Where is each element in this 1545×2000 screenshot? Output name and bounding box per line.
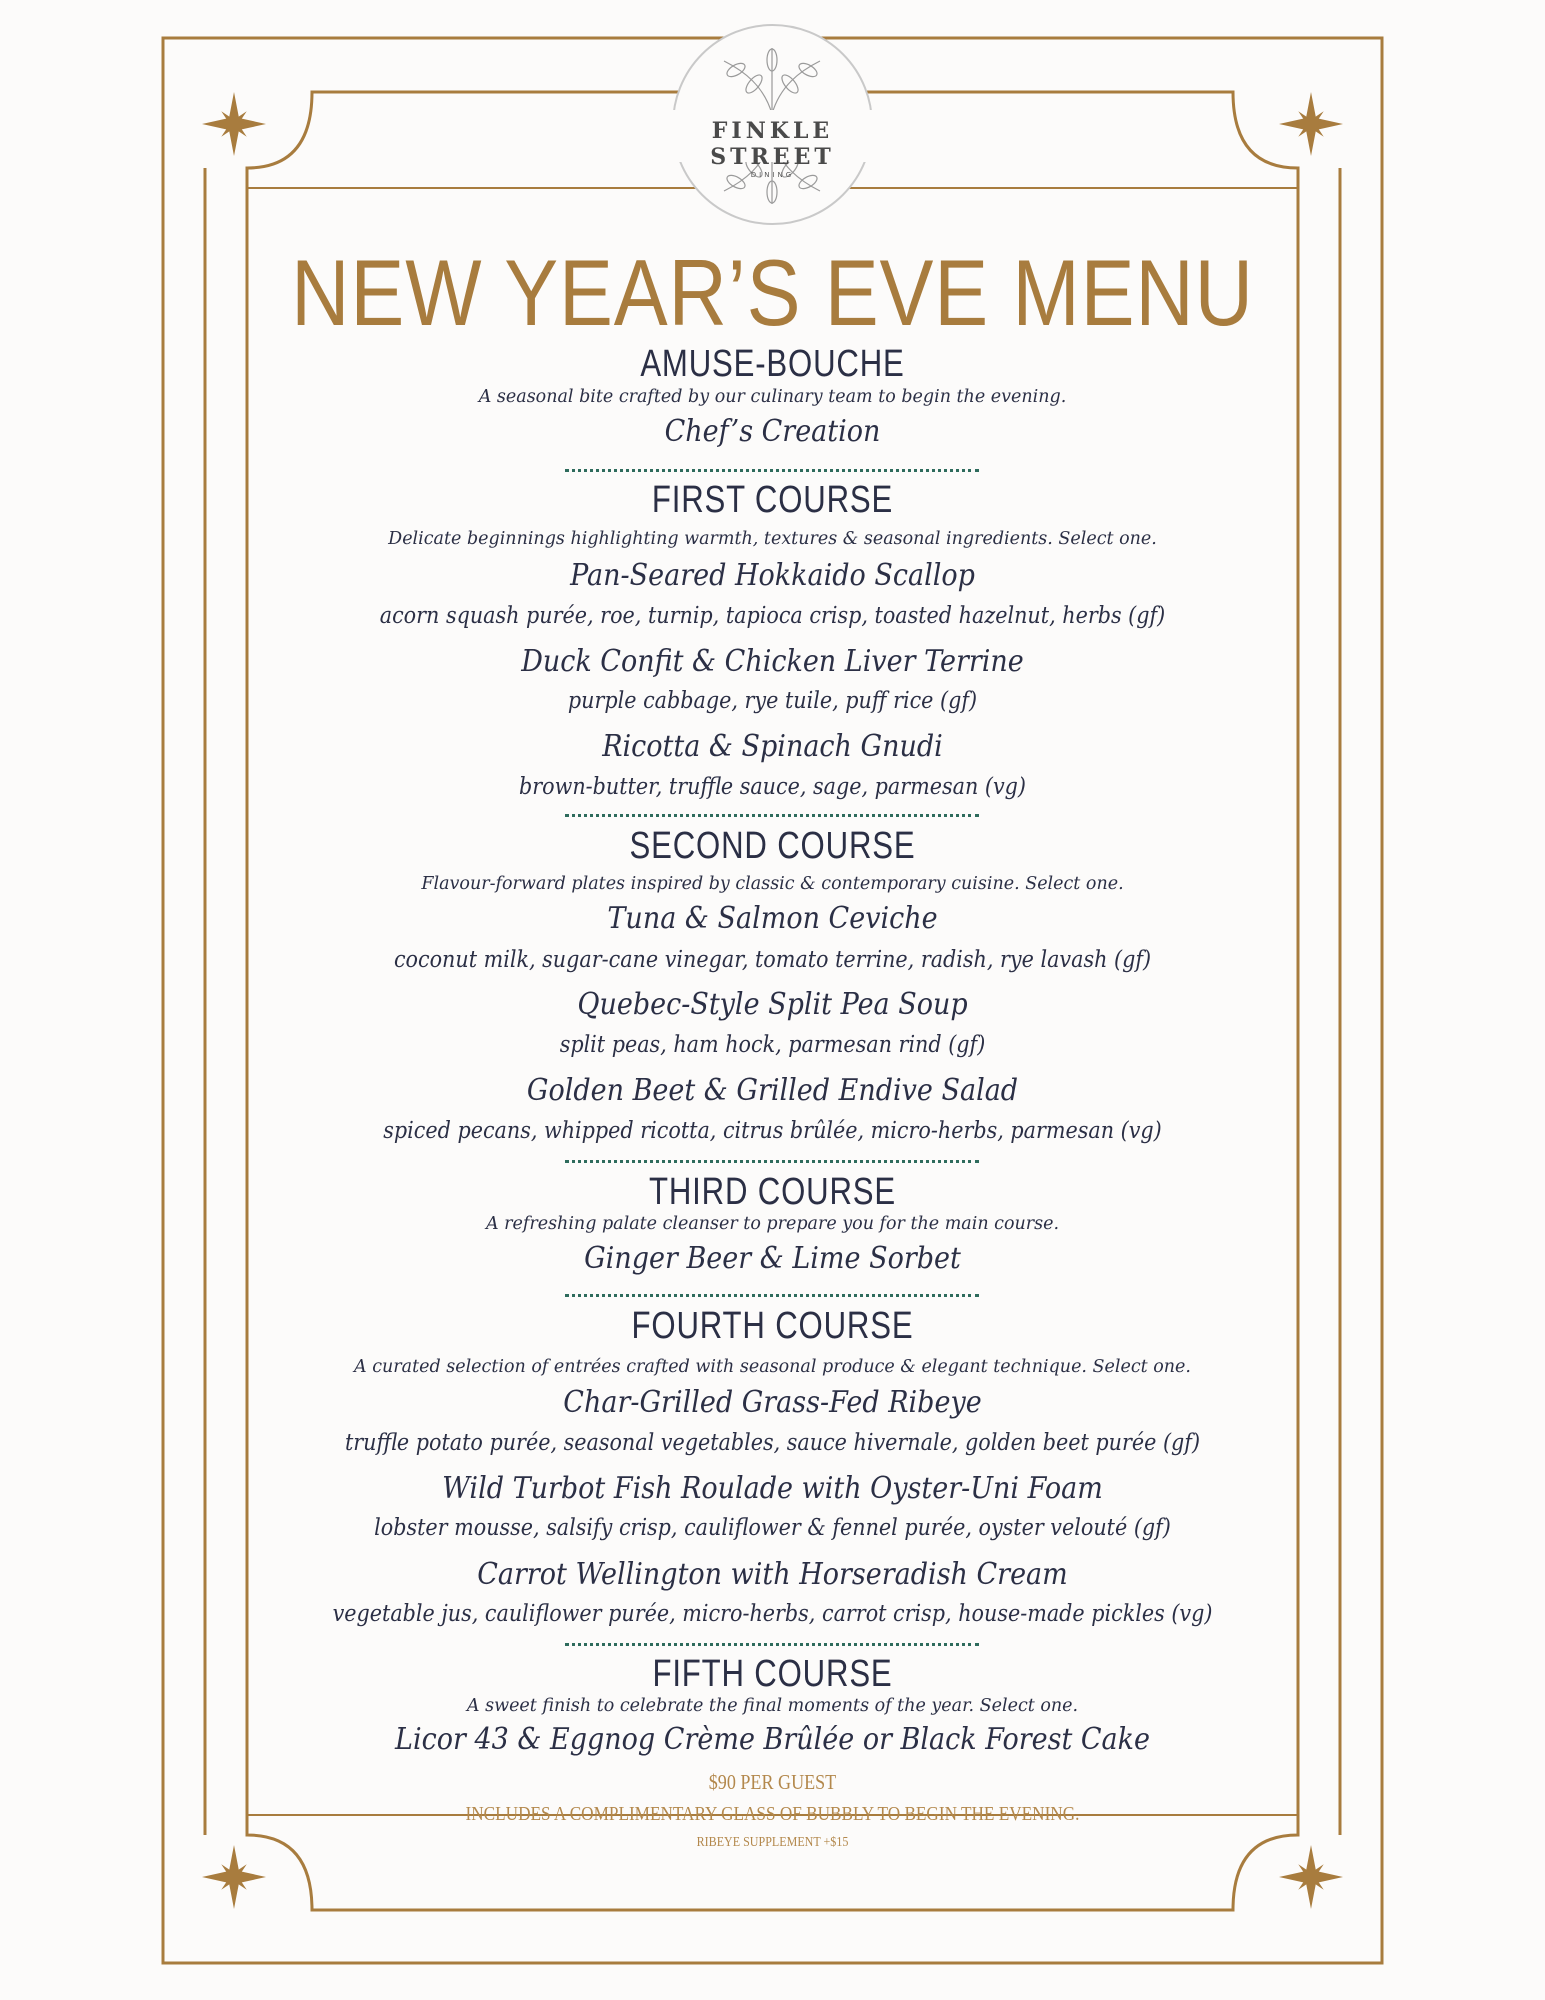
star-icon: [1279, 92, 1343, 156]
course-heading-fifth: FIFTH COURSE: [652, 1653, 893, 1695]
dish-name: Duck Confit & Chicken Liver Terrine: [521, 644, 1024, 679]
dish-name: Tuna & Salmon Ceviche: [607, 901, 938, 936]
course-separator: [565, 1160, 979, 1163]
dish-name: Chef’s Creation: [664, 414, 881, 449]
course-heading-second: SECOND COURSE: [629, 825, 916, 867]
dish-name: Ginger Beer & Lime Sorbet: [584, 1241, 961, 1276]
dish-ingredients: spiced pecans, whipped ricotta, citrus brûlée, micro-herbs, parmesan (vg): [383, 1118, 1162, 1144]
complimentary-note: INCLUDES A COMPLIMENTARY GLASS OF BUBBLY TO BEGIN THE EVENING.: [465, 1803, 1080, 1825]
course-separator: [565, 1643, 979, 1646]
course-desc-second: Flavour-forward plates inspired by classic & contemporary cuisine. Select one.: [421, 874, 1124, 894]
course-separator: [565, 1294, 979, 1297]
course-desc-fifth: A sweet finish to celebrate the final moments of the year. Select one.: [466, 1696, 1079, 1716]
ribeye-supplement: RIBEYE SUPPLEMENT +$15: [696, 1835, 849, 1850]
star-icon: [202, 92, 266, 156]
dish-ingredients: vegetable jus, cauliflower purée, micro-herbs, carrot crisp, house-made pickles (vg): [332, 1601, 1213, 1627]
price-per-guest: $90 PER GUEST: [708, 1770, 837, 1794]
course-heading-amuse: AMUSE-BOUCHE: [640, 343, 905, 385]
course-heading-first: FIRST COURSE: [651, 479, 894, 521]
dish-name: Golden Beet & Grilled Endive Salad: [526, 1073, 1019, 1108]
dish-name: Wild Turbot Fish Roulade with Oyster-Uni Foam: [442, 1471, 1103, 1506]
course-desc-fourth: A curated selection of entrées crafted with seasonal produce & elegant technique. Select one.: [354, 1357, 1191, 1377]
dish-name: Carrot Wellington with Horseradish Cream: [477, 1557, 1068, 1592]
dish-name: Quebec-Style Split Pea Soup: [577, 987, 968, 1022]
course-desc-amuse: A seasonal bite crafted by our culinary team to begin the evening.: [478, 387, 1067, 407]
dish-ingredients: purple cabbage, rye tuile, puff rice (gf): [567, 688, 978, 714]
dish-ingredients: truffle potato purée, seasonal vegetables, sauce hivernale, golden beet purée (gf): [344, 1430, 1201, 1456]
dish-ingredients: coconut milk, sugar-cane vinegar, tomato terrine, radish, rye lavash (gf): [393, 947, 1152, 973]
restaurant-logo: [672, 24, 873, 225]
dish-name: Pan-Seared Hokkaido Scallop: [570, 558, 975, 593]
dish-name: Licor 43 & Eggnog Crème Brûlée or Black Forest Cake: [395, 1722, 1150, 1757]
logo-band: [646, 110, 899, 179]
course-separator: [565, 814, 979, 817]
brand-name: FINKLE STREET: [710, 118, 835, 170]
dish-name: Ricotta & Spinach Gnudi: [602, 729, 943, 764]
dish-ingredients: brown-butter, truffle sauce, sage, parmesan (vg): [519, 774, 1026, 800]
dish-ingredients: lobster mousse, salsify crisp, cauliflower & fennel purée, oyster velouté (gf): [374, 1515, 1171, 1541]
dish-ingredients: split peas, ham hock, parmesan rind (gf): [559, 1032, 986, 1058]
dish-ingredients: acorn squash purée, roe, turnip, tapioca crisp, toasted hazelnut, herbs (gf): [379, 603, 1166, 629]
dish-name: Char-Grilled Grass-Fed Ribeye: [563, 1385, 982, 1420]
course-heading-third: THIRD COURSE: [648, 1171, 896, 1213]
star-icon: [1279, 1845, 1343, 1909]
course-separator: [565, 469, 979, 472]
star-icon: [202, 1845, 266, 1909]
brand-subtitle: DINING: [750, 171, 795, 179]
course-desc-third: A refreshing palate cleanser to prepare you for the main course.: [485, 1214, 1060, 1234]
course-heading-fourth: FOURTH COURSE: [631, 1305, 914, 1347]
course-desc-first: Delicate beginnings highlighting warmth, textures & seasonal ingredients. Select one.: [388, 529, 1157, 549]
menu-title: NEW YEAR’S EVE MENU: [291, 240, 1254, 345]
